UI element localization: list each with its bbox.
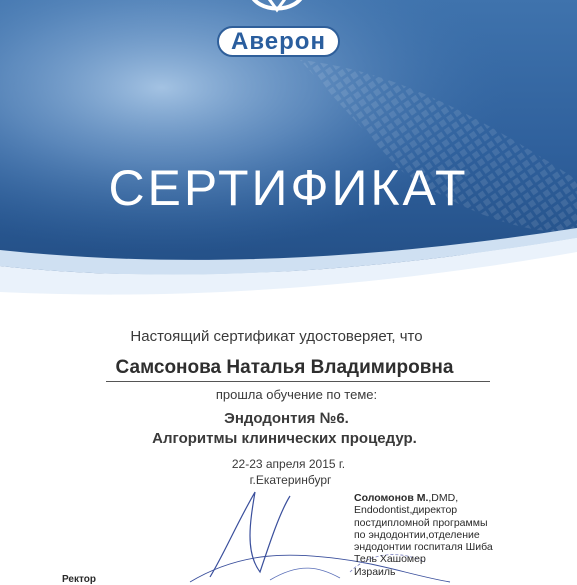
- signatory-line: Endodontist,директор: [354, 504, 458, 517]
- signatory-line: постдипломной программы: [354, 516, 488, 529]
- signatory-line: эндодонтии госпиталя Шиба: [354, 541, 493, 554]
- brand-logo: Аверон: [217, 26, 340, 57]
- recipient-name: Самсонова Наталья Владимировна: [115, 357, 454, 378]
- signatory-degree: ,DMD,: [428, 492, 459, 504]
- course-title-line-2: Алгоритмы клинических процедур.: [152, 430, 417, 447]
- signatory-line: Израиль: [354, 565, 396, 578]
- logo-mark-icon: [242, 0, 312, 24]
- signatory-line: по эндодонтии,отделение: [354, 528, 480, 541]
- name-underline: [106, 381, 490, 382]
- course-city: г.Екатеринбург: [249, 473, 332, 487]
- signatory-line: Тель Хашомер: [354, 553, 426, 566]
- rector-label: Ректор: [62, 574, 96, 585]
- certificate-title: СЕРТИФИКАТ: [108, 160, 469, 216]
- intro-text: Настоящий сертификат удостоверяет, что: [130, 328, 423, 345]
- signatory-block: [354, 492, 569, 578]
- signatory-name: Соломонов М.: [354, 492, 429, 504]
- course-title-line-1: Эндодонтия №6.: [224, 410, 349, 427]
- course-dates: 22-23 апреля 2015 г.: [231, 457, 346, 471]
- training-statement: прошла обучение по теме:: [215, 387, 378, 402]
